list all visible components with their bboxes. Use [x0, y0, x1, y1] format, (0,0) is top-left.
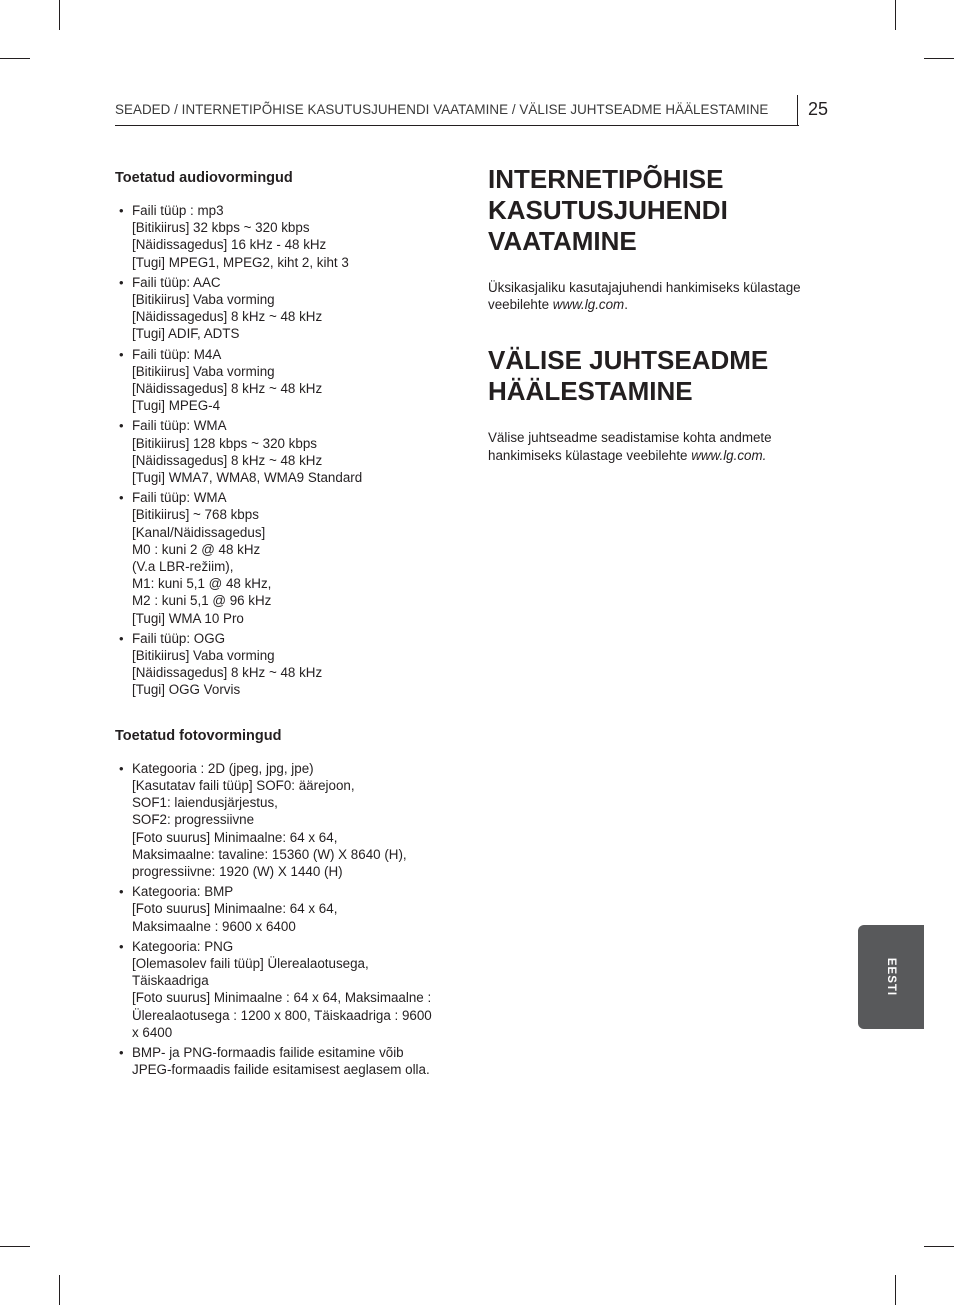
language-tab-label: EESTI [885, 957, 897, 997]
list-item-line: [Näidissagedus] 8 kHz ~ 48 kHz [132, 452, 323, 468]
list-item [115, 417, 460, 486]
list-item-line: [Foto suurus] Minimaalne: 64 x 64, [132, 829, 338, 845]
crop-mark [895, 0, 896, 30]
crop-mark [0, 58, 30, 59]
list-item-line: (V.a LBR-režiim), [132, 559, 234, 575]
bullet-icon: • [119, 1044, 124, 1060]
lg-website-link[interactable]: www.lg.com. [691, 447, 767, 463]
list-item-line: M1: kuni 5,1 @ 48 kHz, [132, 576, 272, 592]
bullet-icon: • [119, 203, 124, 218]
list-item-line: [Tugi] MPEG-4 [132, 398, 221, 414]
list-item-line: [Kasutatav faili tüüp] SOF0: äärejoon, [132, 777, 355, 793]
page-number: 25 [808, 99, 829, 119]
list-item-line: Täiskaadriga [132, 973, 209, 989]
manual-section-title [488, 164, 838, 257]
manual-section-body [488, 279, 838, 313]
list-item-line: Kategooria : 2D (jpeg, jpg, jpe) [132, 760, 314, 776]
left-column [115, 169, 460, 1081]
audio-formats-list [115, 202, 460, 699]
list-item [115, 489, 460, 627]
list-item-line: [Kanal/Näidissagedus] [132, 524, 266, 540]
list-item [115, 202, 460, 271]
bullet-icon: • [119, 938, 124, 954]
list-item-line: [Näidissagedus] 8 kHz ~ 48 kHz [132, 665, 323, 681]
list-item-line: [Tugi] OGG Vorvis [132, 682, 241, 698]
list-item-line: Faili tüüp: AAC [132, 274, 221, 290]
bullet-icon: • [119, 884, 124, 900]
bullet-icon: • [119, 630, 124, 646]
list-item-line: M0 : kuni 2 @ 48 kHz [132, 541, 261, 557]
list-item-line: [Foto suurus] Minimaalne : 64 x 64, Maksimaalne : [132, 990, 432, 1006]
body-line [488, 447, 838, 464]
list-item-line: Maksimaalne: tavaline: 15360 (W) X 8640 (H), [132, 846, 407, 862]
list-item [115, 760, 460, 880]
language-tab [858, 925, 924, 1029]
list-item [115, 346, 460, 415]
photo-formats-heading: Toetatud fotovormingud [115, 727, 282, 744]
title-line: VÄLISE JUHTSEADME [488, 345, 769, 376]
list-item-line: [Bitikiirus] Vaba vorming [132, 648, 275, 664]
body-line: Üksikasjaliku kasutajajuhendi hankimiseks külastage [488, 280, 801, 295]
list-item-line: Ülerealaotusega : 1200 x 800, Täiskaadriga : 9600 [132, 1007, 432, 1023]
list-item-line: Faili tüüp: M4A [132, 346, 222, 362]
bullet-icon: • [119, 490, 124, 506]
list-item-line: [Tugi] ADIF, ADTS [132, 326, 240, 342]
list-item-line: [Näidissagedus] 8 kHz ~ 48 kHz [132, 381, 323, 397]
list-item-line: [Bitikiirus] Vaba vorming [132, 292, 275, 308]
title-line: INTERNETIPÕHISE [488, 164, 724, 194]
list-item-line: Faili tüüp : mp3 [132, 203, 224, 218]
list-item-line: [Foto suurus] Minimaalne: 64 x 64, [132, 901, 338, 917]
body-text: . [624, 297, 628, 313]
lg-website-link[interactable]: www.lg.com [552, 297, 625, 313]
list-item-line: Faili tüüp: WMA [132, 418, 227, 434]
list-item-line: JPEG-formaadis failide esitamisest aeglasem olla. [132, 1062, 430, 1078]
body-line [488, 296, 838, 313]
list-item-line: [Olemasolev faili tüüp] Ülerealaotusega, [132, 955, 369, 971]
list-item-line: Maksimaalne : 9600 x 6400 [132, 918, 296, 934]
list-item-line: [Bitikiirus] ~ 768 kbps [132, 507, 259, 523]
body-text: veebilehte [488, 297, 553, 313]
device-section-body [488, 429, 838, 463]
crop-mark [924, 1246, 954, 1247]
body-text: hankimiseks külastage veebilehte [488, 447, 692, 463]
list-item [115, 274, 460, 343]
header-rule [115, 125, 799, 126]
list-item [115, 630, 460, 699]
crop-mark [59, 1275, 60, 1305]
bullet-icon: • [119, 274, 124, 290]
list-item [115, 1044, 460, 1078]
list-item-line: [Bitikiirus] 32 kbps ~ 320 kbps [132, 220, 310, 236]
device-section-title [488, 345, 838, 407]
body-line: Välise juhtseadme seadistamise kohta andmete [488, 430, 772, 446]
list-item-line: M2 : kuni 5,1 @ 96 kHz [132, 593, 272, 609]
running-head: SEADED / INTERNETIPÕHISE KASUTUSJUHENDI VAATAMINE / VÄLISE JUHTSEADME HÄÄLESTAMINE [115, 102, 769, 117]
audio-formats-heading: Toetatud audiovormingud [115, 170, 293, 186]
crop-mark [0, 1246, 30, 1247]
crop-mark [924, 58, 954, 59]
list-item-line: Faili tüüp: WMA [132, 490, 227, 506]
list-item-line: [Näidissagedus] 16 kHz - 48 kHz [132, 237, 327, 253]
list-item-line: Kategooria: BMP [132, 884, 234, 900]
list-item-line: progressiivne: 1920 (W) X 1440 (H) [132, 863, 343, 879]
list-item-line: SOF2: progressiivne [132, 812, 255, 828]
list-item-line: SOF1: laiendusjärjestus, [132, 795, 278, 811]
right-column [488, 164, 838, 464]
crop-mark [895, 1275, 896, 1305]
list-item-line: [Tugi] WMA 10 Pro [132, 610, 244, 626]
list-item-line: [Tugi] WMA7, WMA8, WMA9 Standard [132, 470, 363, 486]
list-item-line: [Tugi] MPEG1, MPEG2, kiht 2, kiht 3 [132, 254, 349, 270]
list-item-line: [Bitikiirus] Vaba vorming [132, 363, 275, 379]
title-line: VAATAMINE [488, 226, 637, 256]
bullet-icon: • [119, 418, 124, 434]
header-divider [797, 95, 798, 125]
list-item-line: BMP- ja PNG-formaadis failide esitamine võib [132, 1044, 404, 1060]
list-item-line: [Näidissagedus] 8 kHz ~ 48 kHz [132, 309, 323, 325]
title-line: KASUTUSJUHENDI [488, 195, 728, 225]
bullet-icon: • [119, 346, 124, 362]
list-item [115, 883, 460, 935]
title-line: HÄÄLESTAMINE [488, 376, 693, 407]
list-item-line: Faili tüüp: OGG [132, 630, 226, 646]
crop-mark [59, 0, 60, 30]
list-item-line: Kategooria: PNG [132, 938, 234, 954]
list-item-line: [Bitikiirus] 128 kbps ~ 320 kbps [132, 435, 317, 451]
bullet-icon: • [119, 760, 124, 776]
photo-formats-list [115, 760, 460, 1079]
list-item-line: x 6400 [132, 1024, 173, 1040]
list-item [115, 938, 460, 1041]
